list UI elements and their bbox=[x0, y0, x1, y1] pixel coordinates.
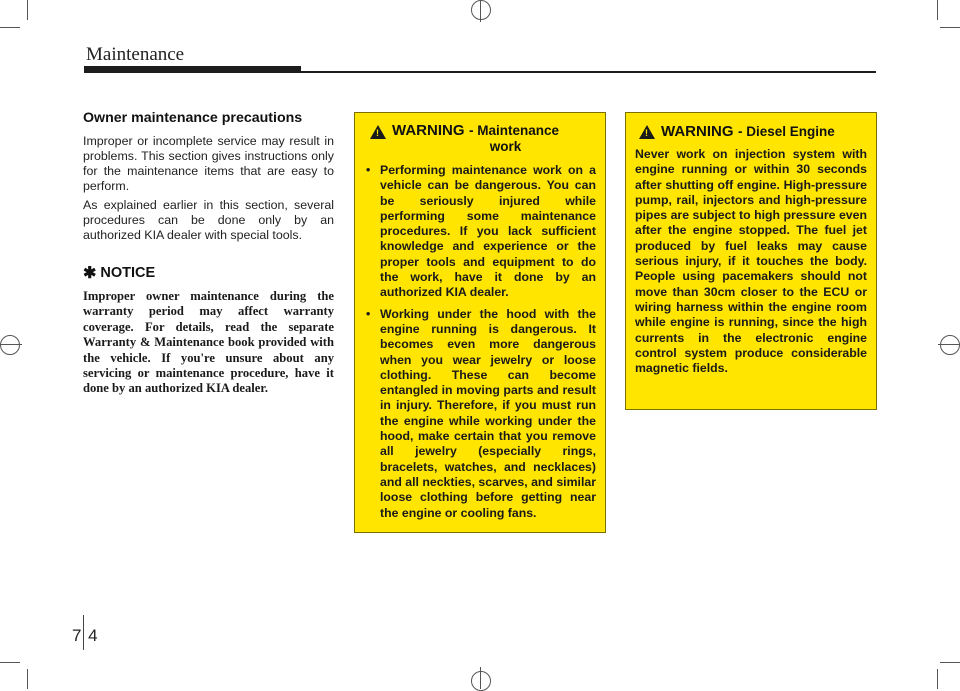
header-rule-thick bbox=[84, 66, 301, 73]
left-column bbox=[83, 110, 334, 397]
list-item: • Working under the hood with the engine running is dangerous. It becomes even more dangerous when you wear jewelry or loose clothing. These can become entangled in moving parts and result in injury. Therefore, if you must run the engine while working under the hood, make certain that you remove all jewelry (especially rings, bracelets, watches, and necklaces) and all neckties, scarves, and similar loose clothing before getting near the engine or cooling fans. bbox=[366, 307, 596, 521]
warning-diesel-body: Never work on injection system with engine running or within 30 seconds after shutting off engine. High-pressure pump, rail, injectors and high-pressure pipes are subject to high pressure even after the engine stopped. The fuel jet produced by fuel leaks may cause serious injury, if it touches the body. People using pacemakers should not move than 30cm closer to the ECU or wiring harness within the engine room while engine is running, since the high currents in the electronic engine control system produce considerable magnetic fields. bbox=[635, 147, 867, 376]
page-number: 7 4 bbox=[72, 626, 99, 645]
registration-mark bbox=[940, 335, 960, 355]
registration-mark bbox=[0, 335, 20, 355]
notice-body: Improper owner maintenance during the warranty period may affect warranty coverage. For details, read the separate Warranty & Maintenance book provided with the vehicle. If you're unsure about any servicing or maintenance procedure, have it done by an authorized KIA dealer. bbox=[83, 289, 334, 396]
notice-heading bbox=[83, 263, 334, 283]
warning-triangle-icon bbox=[639, 125, 655, 139]
warning-diesel-heading bbox=[635, 123, 867, 141]
crop-mark bbox=[0, 27, 20, 28]
notice-title-text: NOTICE bbox=[100, 265, 156, 281]
warning-diesel-box bbox=[625, 112, 877, 410]
crop-mark bbox=[940, 27, 960, 28]
warning-heading-text bbox=[392, 123, 559, 155]
crop-mark bbox=[0, 662, 20, 663]
crop-mark bbox=[937, 0, 938, 20]
warning-maintenance-box bbox=[354, 112, 606, 533]
warning-word: WARNING bbox=[392, 122, 465, 139]
owner-precautions-para-2: As explained earlier in this section, several procedures can be done only by an authorized KIA dealer with special tools. bbox=[83, 198, 334, 242]
cross-star-icon: ✱ bbox=[83, 265, 97, 282]
crop-mark bbox=[937, 669, 938, 689]
owner-precautions-para-1: Improper or incomplete service may result in problems. This section gives instructions only for the maintenance items that are easy to perform. bbox=[83, 134, 334, 193]
warning-maintenance-list bbox=[366, 163, 596, 521]
warning-subtitle: - Diesel Engine bbox=[737, 124, 835, 139]
owner-precautions-heading: Owner maintenance precautions bbox=[83, 110, 303, 126]
crop-mark bbox=[27, 669, 28, 689]
registration-mark bbox=[471, 0, 491, 20]
section-title: Maintenance bbox=[86, 44, 185, 65]
warning-subtitle: - Maintenance bbox=[468, 123, 559, 138]
crop-mark bbox=[27, 0, 28, 20]
header-rule-thin bbox=[301, 71, 876, 73]
warning-triangle-icon bbox=[370, 125, 386, 139]
warning-subtitle-line2: work bbox=[489, 139, 522, 154]
warning-maintenance-heading bbox=[366, 123, 596, 155]
crop-mark bbox=[940, 662, 960, 663]
list-item: • Performing maintenance work on a vehicle can be dangerous. You can be seriously injured while performing some maintenance procedures. If you lack sufficient knowledge and experience or the proper tools and equipment to do the work, have it done by an authorized KIA dealer. bbox=[366, 163, 596, 301]
warning-word: WARNING bbox=[661, 123, 734, 140]
registration-mark bbox=[471, 671, 491, 691]
